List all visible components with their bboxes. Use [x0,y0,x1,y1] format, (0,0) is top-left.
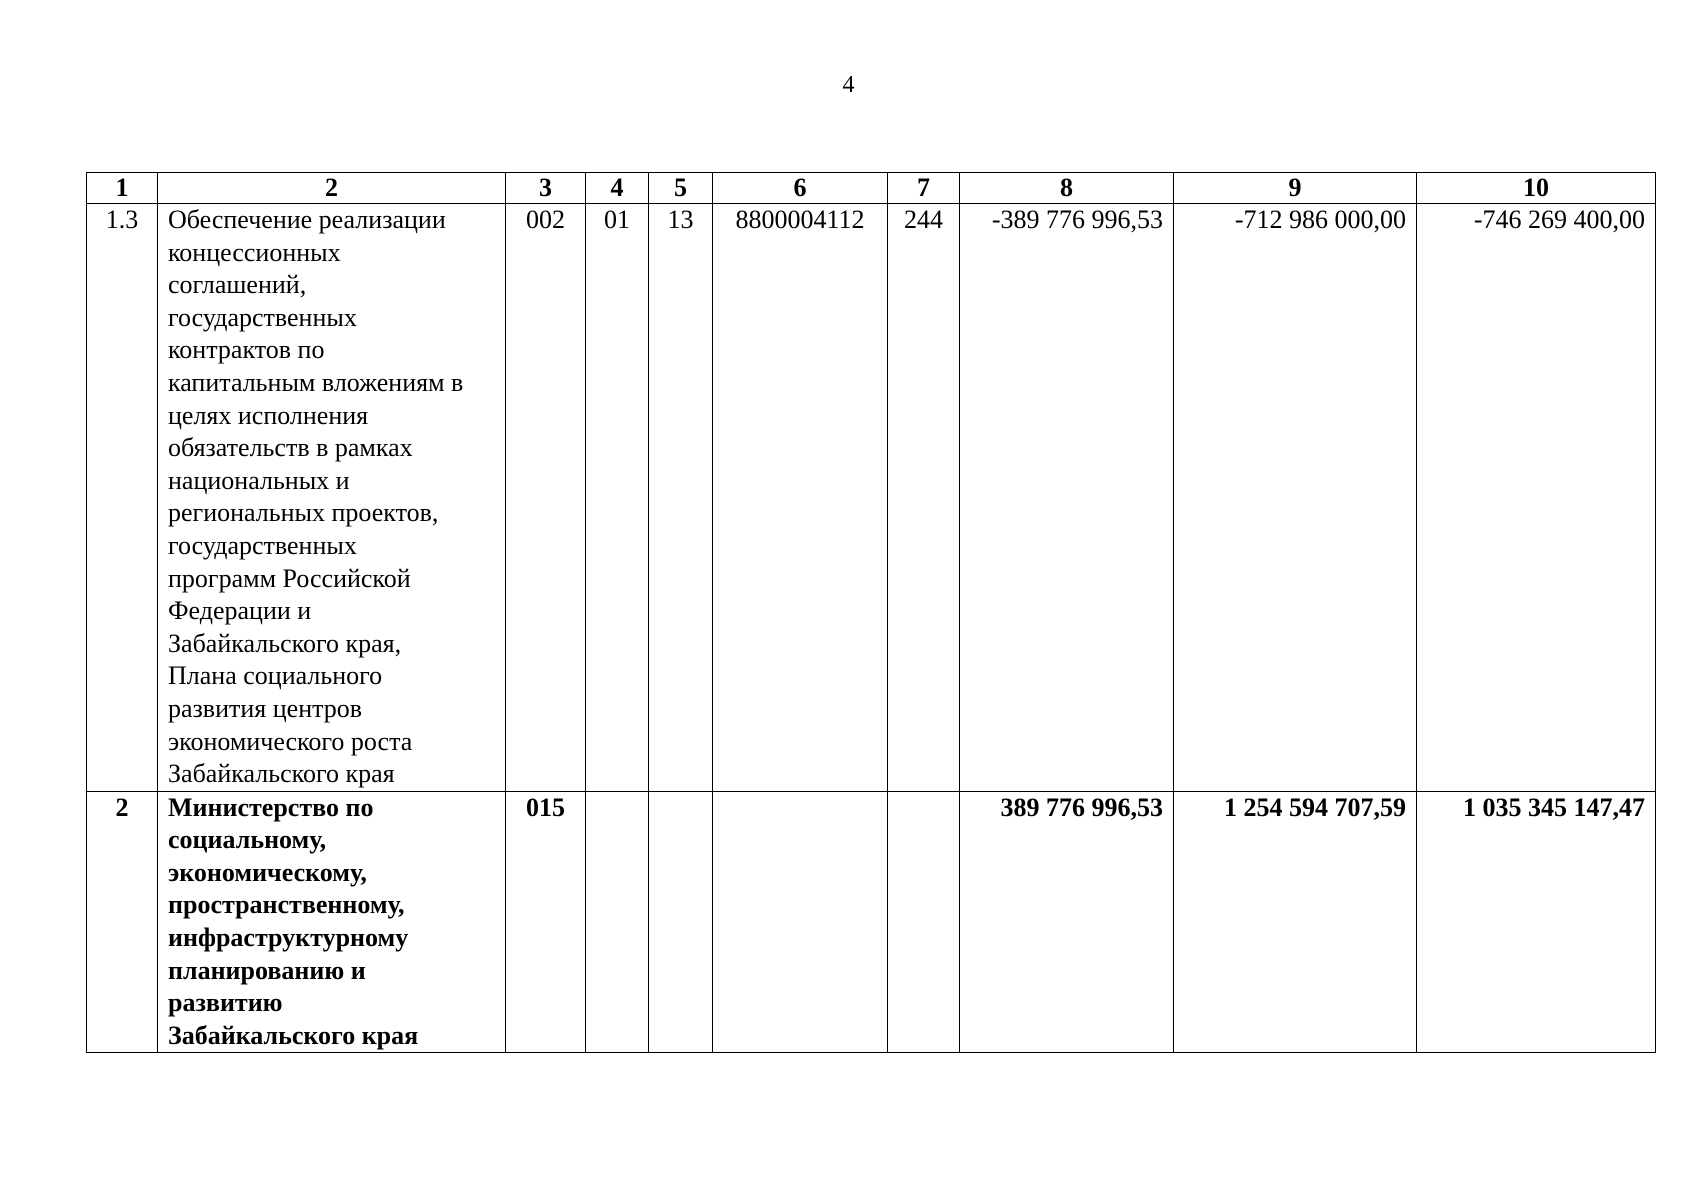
header-row [87,173,1656,204]
header-cell-9: 9 [1174,173,1417,204]
cell-col9: 1 254 594 707,59 [1174,791,1417,1053]
name-line: региональных проектов, [168,498,439,528]
name-line: капитальным вложениям в [168,367,464,397]
cell-col7: 244 [888,204,960,792]
name-line: государственных [168,302,357,332]
name-line: Забайкальского края, [168,628,402,658]
name-line: Плана социального [168,661,383,691]
header-cell-4: 4 [586,173,649,204]
name-line: целях исполнения [168,400,369,430]
row-number: 1.3 [87,204,158,792]
header-cell-2: 2 [158,173,506,204]
cell-col3: 015 [506,791,586,1053]
cell-col3: 002 [506,204,586,792]
name-line: контрактов по [168,335,325,365]
name-line: национальных и [168,465,350,495]
header-cell-5: 5 [649,173,713,204]
name-line: государственных [168,530,357,560]
row-number: 2 [87,791,158,1053]
name-line: социальному, [168,825,327,855]
header-cell-6: 6 [713,173,888,204]
cell-col8: -389 776 996,53 [960,204,1174,792]
name-line: обязательств в рамках [168,433,413,463]
name-line: планированию и [168,955,366,985]
name-line: экономического роста [168,726,413,756]
cell-col8: 389 776 996,53 [960,791,1174,1053]
row-name [158,791,506,1053]
name-line: развития центров [168,693,363,723]
table-row [87,791,1656,1053]
table-row [87,204,1656,792]
page-number: 4 [842,72,855,98]
cell-col10: -746 269 400,00 [1417,204,1656,792]
name-line: пространственному, [168,890,405,920]
name-line: концессионных [168,237,341,267]
header-cell-8: 8 [960,173,1174,204]
cell-col6 [713,791,888,1053]
name-line: Забайкальского края [168,1020,419,1050]
cell-col7 [888,791,960,1053]
cell-col10: 1 035 345 147,47 [1417,791,1656,1053]
name-line: Федерации и [168,596,312,626]
cell-col9: -712 986 000,00 [1174,204,1417,792]
name-line: Министерство по [168,792,374,822]
header-cell-7: 7 [888,173,960,204]
name-line: экономическому, [168,857,367,887]
cell-col6: 8800004112 [713,204,888,792]
name-line: соглашений, [168,270,307,300]
header-cell-3: 3 [506,173,586,204]
name-line: Обеспечение реализации [168,205,446,234]
name-line: программ Российской [168,563,411,593]
cell-col5: 13 [649,204,713,792]
header-cell-10: 10 [1417,173,1656,204]
cell-col4 [586,791,649,1053]
cell-col4: 01 [586,204,649,792]
name-line: Забайкальского края [168,759,395,789]
header-cell-1: 1 [87,173,158,204]
row-name [158,204,506,792]
name-line: инфраструктурному [168,923,409,953]
name-line: развитию [168,988,283,1018]
budget-table [86,172,1656,1053]
cell-col5 [649,791,713,1053]
